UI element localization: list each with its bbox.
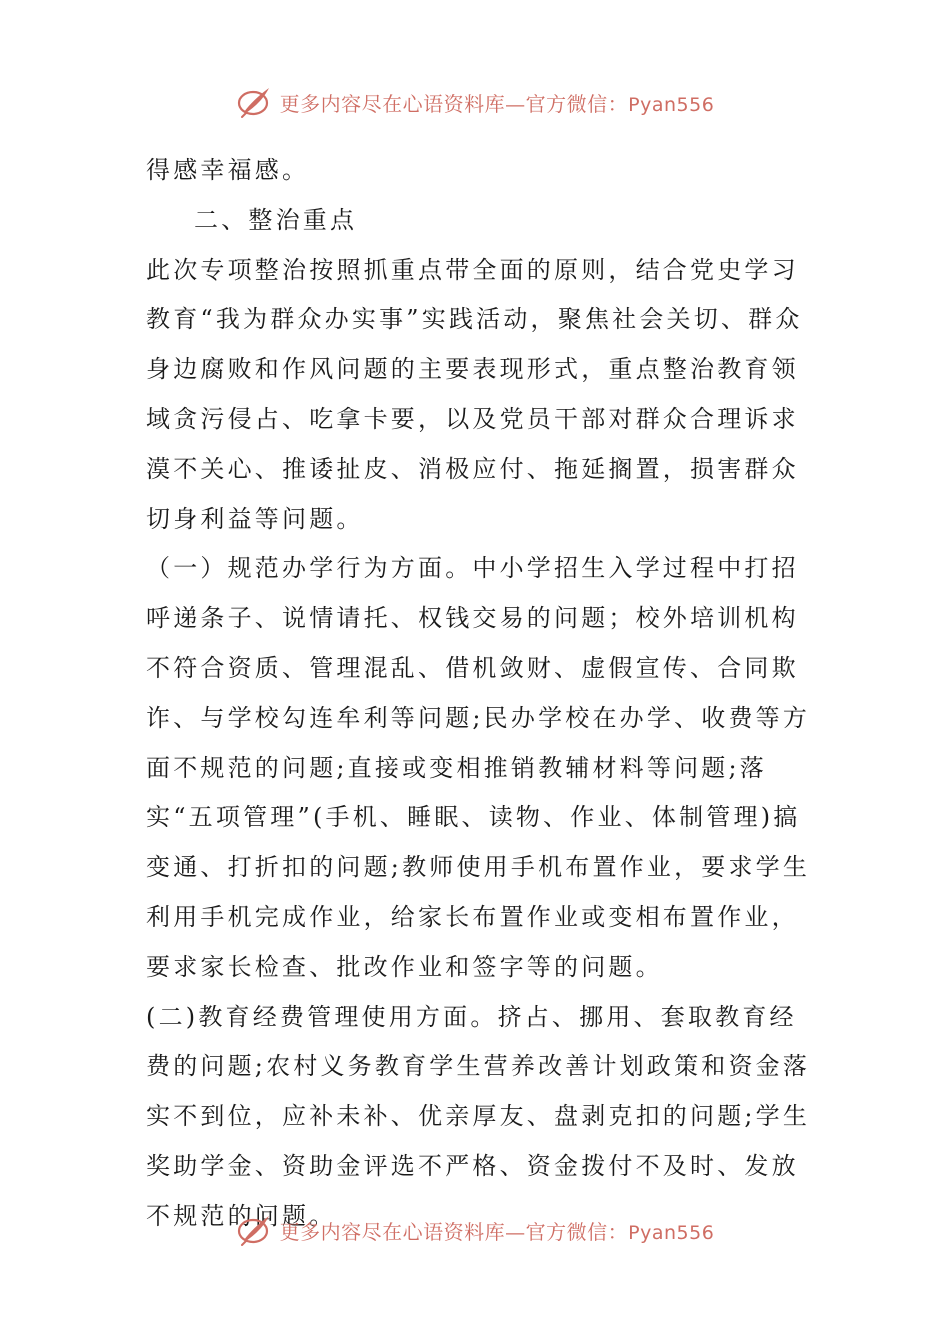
document-body [146,146,818,1242]
paragraph-school-conduct: （一）规范办学行为方面。中小学招生入学过程中打招呼递条子、说情请托、权钱交易的问题；校外培训机构不符合资质、管理混乱、借机敛财、虚假宣传、合同欺诈、与学校勾连牟利等问题;民办学校在办学、收费等方面不规范的问题;直接或变相推销教辅材料等问题;落实“五项管理”(手机、睡眠、读物、作业、体制管理)搞变通、打折扣的问题;教师使用手机布置作业，要求学生利用手机完成作业，给家长布置作业或变相布置作业，要求家长检查、批改作业和签字等的问题。 [146,554,811,981]
watermark-id: Pyan556 [628,1221,715,1244]
watermark-text: 更多内容尽在心语资料库—官方微信：Pyan556 [279,91,715,116]
header-watermark [0,84,950,120]
quill-logo-icon [236,84,272,120]
footer-watermark [0,1212,950,1248]
quill-logo-icon [236,1212,272,1248]
watermark-text: 更多内容尽在心语资料库—官方微信：Pyan556 [279,1219,715,1244]
watermark-id: Pyan556 [628,93,715,116]
paragraph-overview: 此次专项整治按照抓重点带全面的原则，结合党史学习教育“我为群众办实事”实践活动，聚焦社会关切、群众身边腐败和作风问题的主要表现形式，重点整治教育领域贪污侵占、吃拿卡要，以及党员干部对群众合理诉求漠不关心、推诿扯皮、消极应付、拖延搁置，损害群众切身利益等问题。 [146,255,803,533]
paragraph-intro-tail: 得感幸福感。 [146,156,310,184]
section-heading: 二、整治重点 [194,205,358,234]
paragraph-funding: (二)教育经费管理使用方面。挤占、挪用、套取教育经费的问题;农村义务教育学生营养改善计划政策和资金落实不到位，应补未补、优亲厚友、盘剥克扣的问题;学生奖助学金、资助金评选不严格、资金拨付不及时、发放不规范的问题。 [146,1002,811,1230]
